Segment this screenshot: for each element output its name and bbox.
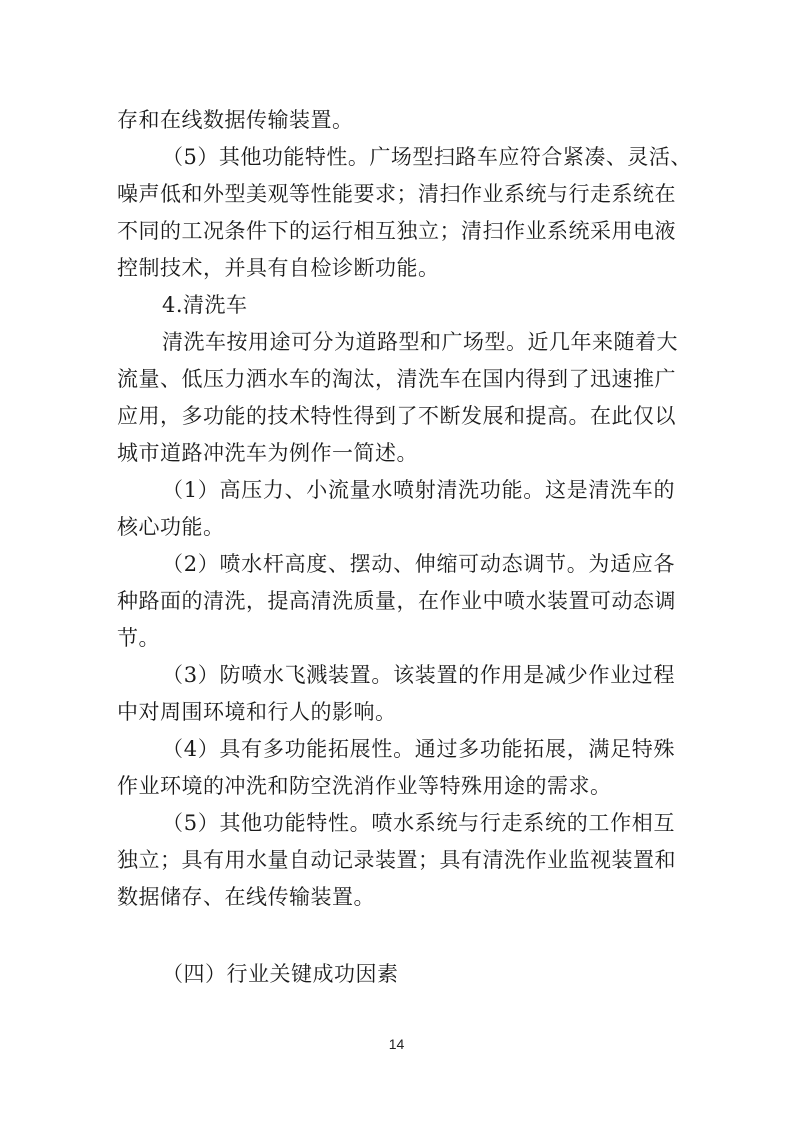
paragraph-line: 种路面的清洗，提高清洗质量，在作业中喷水装置可动态调: [117, 589, 676, 613]
paragraph-line: 城市道路冲洗车为例作一简述。: [117, 441, 418, 465]
paragraph-line: 控制技术，并具有自检诊断功能。: [117, 256, 440, 280]
paragraph-line: 清洗车按用途可分为道路型和广场型。近几年来随着大: [162, 330, 678, 354]
section-heading: （四）行业关键成功因素: [162, 962, 399, 986]
paragraph-line: （5）其他功能特性。喷水系统与行走系统的工作相互: [162, 811, 675, 835]
paragraph-line: 独立；具有用水量自动记录装置；具有清洗作业监视装置和: [117, 848, 676, 872]
paragraph-line: 作业环境的冲洗和防空洗消作业等特殊用途的需求。: [117, 774, 612, 798]
paragraph-line: 流量、低压力洒水车的淘汰，清洗车在国内得到了迅速推广: [117, 367, 676, 391]
paragraph-line: 核心功能。: [117, 515, 225, 539]
paragraph-line: 不同的工况条件下的运行相互独立；清扫作业系统采用电液: [117, 219, 676, 243]
paragraph-line: （3）防喷水飞溅装置。该装置的作用是减少作业过程: [162, 663, 675, 687]
paragraph-line: 噪声低和外型美观等性能要求；清扫作业系统与行走系统在: [117, 182, 676, 206]
paragraph-line: （5）其他功能特性。广场型扫路车应符合紧凑、灵活、: [162, 145, 692, 169]
subsection-heading: 4.清洗车: [162, 293, 248, 317]
paragraph-line: 存和在线数据传输装置。: [117, 108, 354, 132]
paragraph-line: 应用，多功能的技术特性得到了不断发展和提高。在此仅以: [117, 404, 676, 428]
page-number: 14: [388, 1036, 405, 1052]
paragraph-line: 中对周围环境和行人的影响。: [117, 700, 397, 724]
paragraph-line: （1）高压力、小流量水喷射清洗功能。这是清洗车的: [162, 478, 675, 502]
paragraph-line: （4）具有多功能拓展性。通过多功能拓展，满足特殊: [162, 737, 675, 761]
paragraph-line: 数据储存、在线传输装置。: [117, 885, 375, 909]
paragraph-line: 节。: [117, 626, 160, 650]
paragraph-line: （2）喷水杆高度、摆动、伸缩可动态调节。为适应各: [162, 552, 675, 576]
